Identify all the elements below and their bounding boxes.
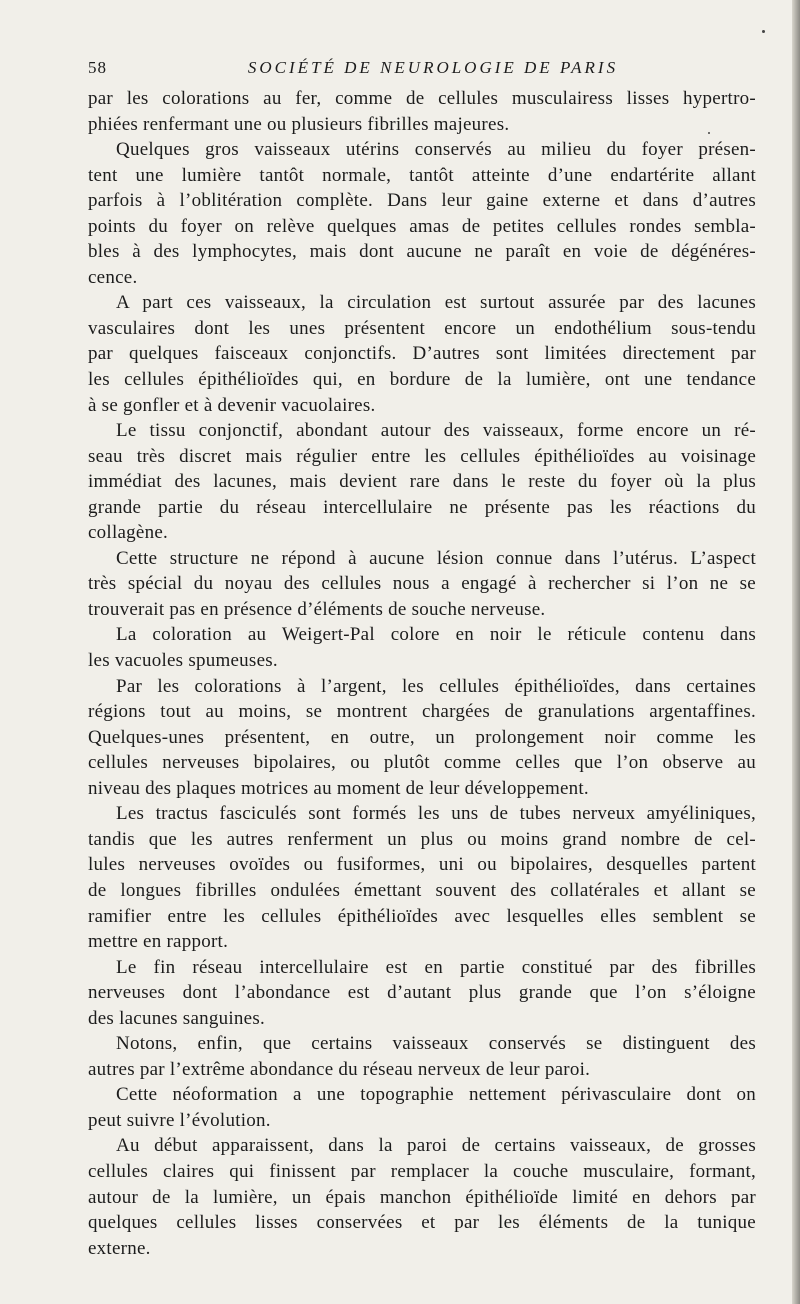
text-line: les cellules épithélioïdes qui, en bordure de la lumière, ont une tendance — [88, 369, 756, 391]
text-line: ramifier entre les cellules épithélioïdes avec lesquelles elles semblent se — [88, 905, 756, 927]
text-line: trouverait pas en présence d’éléments de souche nerveuse. — [88, 598, 546, 620]
page-header — [88, 58, 758, 82]
text-line: cellules claires qui finissent par remplacer la couche musculaire, formant, — [88, 1160, 756, 1182]
text-line: régions tout au moins, se montrent chargées de granulations argentaffines. — [88, 701, 756, 723]
text-line: autour de la lumière, un épais manchon épithélioïde limité en dehors par — [88, 1186, 756, 1208]
running-title: SOCIÉTÉ DE NEUROLOGIE DE PARIS — [247, 58, 619, 77]
text-line: les vacuoles spumeuses. — [88, 650, 278, 672]
text-line: collagène. — [88, 522, 169, 544]
text-line: Le fin réseau intercellulaire est en partie constitué par des fibrilles — [116, 956, 756, 978]
body-text — [88, 86, 756, 1261]
text-line: par les colorations au fer, comme de cellules musculairess lisses hypertro- — [88, 88, 756, 109]
text-line: phiées renfermant une ou plusieurs fibrilles majeures. — [88, 113, 510, 135]
text-line: seau très discret mais régulier entre les cellules épithélioïdes au voisinage — [88, 445, 756, 467]
text-line: externe. — [88, 1237, 151, 1259]
text-line: points du foyer on relève quelques amas de petites cellules rondes sembla- — [88, 215, 756, 237]
text-line: mettre en rapport. — [88, 931, 229, 953]
page-edge-shadow — [792, 0, 800, 1304]
text-line: bles à des lymphocytes, mais dont aucune ne paraît en voie de dégénéres- — [88, 241, 756, 263]
text-line: quelques cellules lisses conservées et par les éléments de la tunique — [88, 1212, 756, 1234]
text-line: Cette néoformation a une topographie nettement périvasculaire dont on — [116, 1084, 756, 1106]
text-line: Le tissu conjonctif, abondant autour des vaisseaux, forme encore un ré- — [116, 420, 756, 442]
text-line: Quelques-unes présentent, en outre, un prolongement noir comme les — [88, 726, 756, 748]
text-line: Cette structure ne répond à aucune lésion connue dans l’utérus. L’aspect — [116, 547, 756, 569]
text-line: Les tractus fasciculés sont formés les uns de tubes nerveux amyéliniques, — [116, 803, 756, 825]
text-line: autres par l’extrême abondance du réseau nerveux de leur paroi. — [88, 1058, 591, 1080]
text-line: à se gonfler et à devenir vacuolaires. — [88, 394, 376, 416]
text-line: parfois à l’oblitération complète. Dans leur gaine externe et dans d’autres — [88, 190, 756, 212]
ink-speck — [762, 30, 765, 33]
text-line: tandis que les autres renferment un plus ou moins grand nombre de cel- — [88, 828, 756, 850]
page-number: 58 — [88, 58, 107, 77]
text-line: Notons, enfin, que certains vaisseaux conservés se distinguent des — [116, 1033, 756, 1055]
text-line: tent une lumière tantôt normale, tantôt atteinte d’une endartérite allant — [88, 164, 756, 186]
text-line: immédiat des lacunes, mais devient rare dans le reste du foyer où la plus — [88, 471, 756, 493]
text-line: grande partie du réseau intercellulaire ne présente pas les réactions du — [88, 496, 756, 518]
text-line: peut suivre l’évolution. — [88, 1109, 271, 1131]
text-line: A part ces vaisseaux, la circulation est surtout assurée par des lacunes — [116, 292, 756, 314]
text-line: niveau des plaques motrices au moment de leur développement. — [88, 777, 589, 799]
text-line: Quelques gros vaisseaux utérins conservés au milieu du foyer présen- — [116, 139, 756, 161]
text-line: par quelques faisceaux conjonctifs. D’autres sont limitées directement par — [88, 343, 756, 365]
text-line: cence. — [88, 266, 138, 288]
text-line: Au début apparaissent, dans la paroi de certains vaisseaux, de grosses — [116, 1135, 756, 1157]
text-line: nerveuses dont l’abondance est d’autant plus grande que l’on s’éloigne — [88, 982, 756, 1004]
text-line: Par les colorations à l’argent, les cellules épithélioïdes, dans certaines — [116, 675, 756, 697]
text-line: très spécial du noyau des cellules nous a engagé à rechercher si l’on ne se — [88, 573, 756, 595]
text-line: vasculaires dont les unes présentent encore un endothélium sous-tendu — [88, 317, 756, 339]
text-line: des lacunes sanguines. — [88, 1007, 265, 1029]
text-line: cellules nerveuses bipolaires, ou plutôt comme celles que l’on observe au — [88, 752, 756, 774]
text-line: lules nerveuses ovoïdes ou fusiformes, uni ou bipolaires, desquelles partent — [88, 854, 756, 876]
text-line: La coloration au Weigert-Pal colore en noir le réticule contenu dans — [116, 624, 756, 646]
text-line: de longues fibrilles ondulées émettant souvent des collatérales et allant se — [88, 879, 756, 901]
